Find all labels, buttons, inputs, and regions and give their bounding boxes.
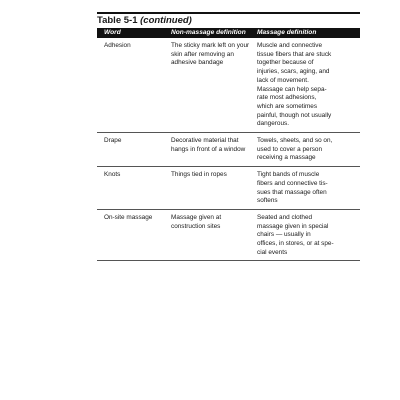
cell-line: dangerous. (257, 120, 289, 128)
cell-line: which are sometimes (257, 102, 318, 110)
cell-line: cial events (257, 248, 288, 256)
header-word: Word (97, 28, 164, 38)
cell-line: offices, in stores, or at spe- (257, 240, 334, 248)
cell-word: On-site massage (97, 209, 164, 261)
cell-line: Muscle and connective (257, 42, 323, 49)
cell-line: tissue fibers that are stuck (257, 50, 332, 58)
cell-line: Things tied in ropes (171, 171, 227, 179)
cell-line: lack of movement. (257, 76, 309, 84)
document-page (97, 12, 360, 261)
cell-word: Knots (97, 167, 164, 210)
cell-massage (250, 38, 360, 133)
cell-word: Adhesion (97, 38, 164, 133)
cell-line: massage given in special (257, 222, 329, 230)
cell-line: adhesive bandage (171, 59, 224, 67)
cell-line: The sticky mark left on your (171, 42, 250, 49)
cell-line: Seated and clothed (257, 213, 313, 221)
cell-line: sues that massage often (257, 188, 327, 196)
table-row (97, 38, 360, 133)
cell-non-massage (164, 133, 250, 167)
cell-non-massage (164, 38, 250, 133)
cell-line: skin after removing an (171, 50, 234, 58)
cell-line: receiving a massage (257, 154, 316, 162)
header-non-massage: Non-massage definition (164, 28, 250, 38)
cell-line: hangs in front of a window (171, 145, 246, 153)
table-body (97, 38, 360, 261)
cell-line: injuries, scars, aging, and (257, 68, 330, 76)
cell-line: Decorative material that (171, 137, 239, 145)
cell-line: used to cover a person (257, 145, 323, 153)
table-row (97, 209, 360, 261)
header-row (97, 28, 360, 38)
cell-massage (250, 133, 360, 167)
table-row (97, 133, 360, 167)
cell-line: together because of (257, 59, 314, 67)
table-row (97, 167, 360, 210)
cell-line: rate most adhesions, (257, 94, 317, 102)
cell-massage (250, 167, 360, 210)
cell-massage (250, 209, 360, 261)
table-continued-label: (continued) (140, 15, 192, 26)
cell-line: construction sites (171, 222, 221, 230)
cell-line: chairs — usually in (257, 231, 311, 239)
cell-word: Drape (97, 133, 164, 167)
table-number: Table 5-1 (97, 15, 138, 26)
cell-line: painful, though not usually (257, 111, 332, 119)
header-massage: Massage definition (250, 28, 360, 38)
table-title (97, 12, 360, 27)
cell-line: Massage can help sepa- (257, 85, 327, 93)
cell-line: Towels, sheets, and so on, (257, 137, 333, 145)
table-header (97, 28, 360, 38)
cell-non-massage (164, 209, 250, 261)
cell-line: fibers and connective tis- (257, 179, 328, 187)
definitions-table (97, 28, 360, 261)
cell-line: softens (257, 197, 278, 205)
cell-line: Massage given at (171, 213, 222, 221)
cell-non-massage (164, 167, 250, 210)
cell-line: Tight bands of muscle (257, 171, 320, 179)
